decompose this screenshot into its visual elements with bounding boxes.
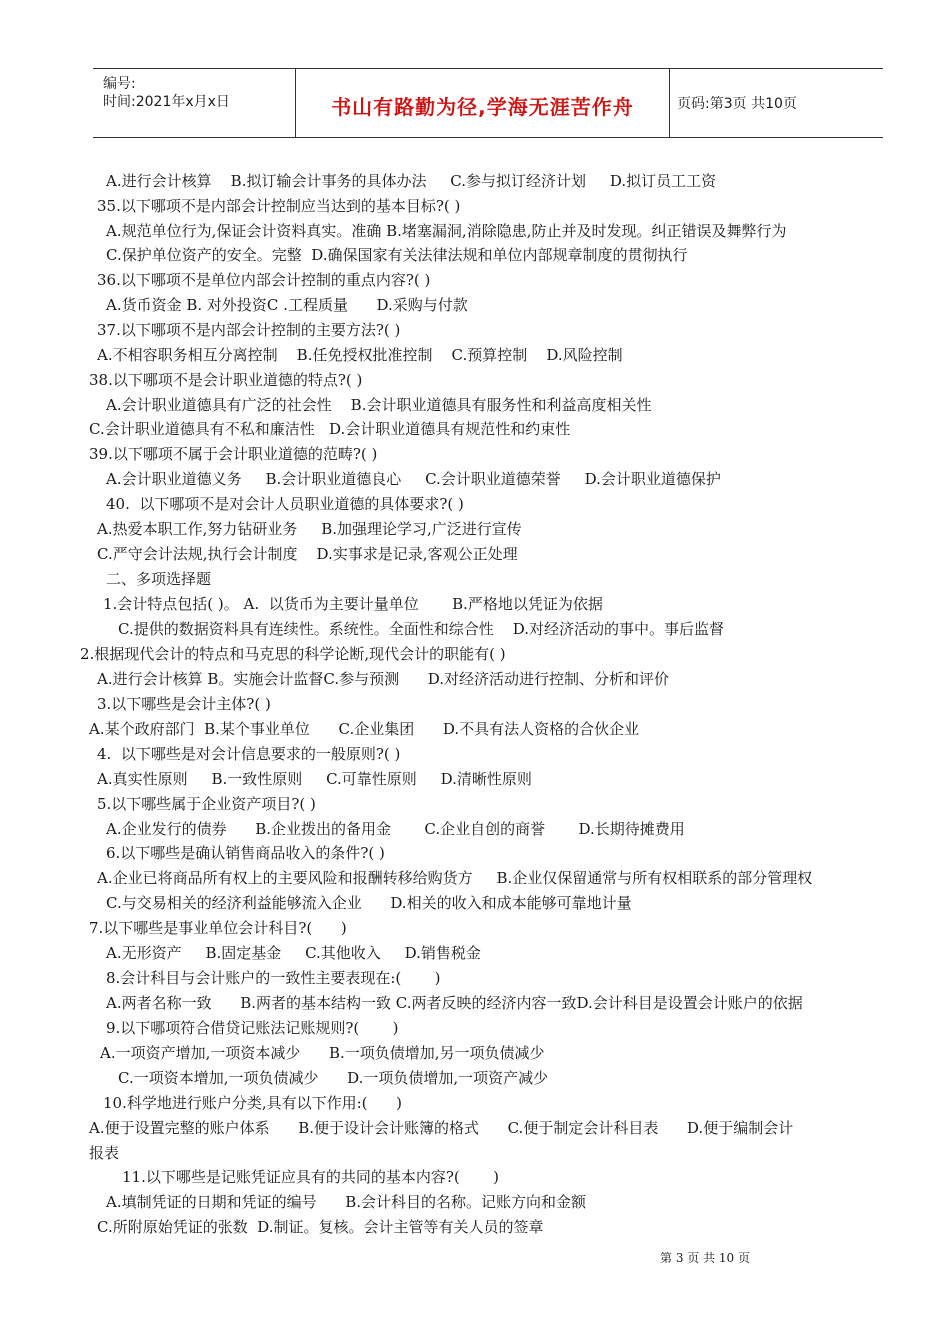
- text-line: 2.根据现代会计的特点和马克思的科学论断,现代会计的职能有( ): [80, 645, 506, 663]
- text-line: A.进行会计核算 B。实施会计监督C.参与预测 D.对经济活动进行控制、分析和评价: [97, 670, 669, 688]
- text-line: A.无形资产 B.固定基金 C.其他收入 D.销售税金: [106, 944, 481, 962]
- text-line: 报表: [89, 1144, 120, 1162]
- text-line: A.某个政府部门 B.某个事业单位 C.企业集团 D.不具有法人资格的合伙企业: [89, 720, 640, 738]
- text-line: C.一项资本增加,一项负债减少 D.一项负债增加,一项资产减少: [118, 1069, 549, 1087]
- text-line: 9.以下哪项符合借贷记账法记账规则?( ): [106, 1019, 399, 1037]
- number-label: 编号:: [103, 76, 136, 92]
- text-line: A.企业发行的债券 B.企业拨出的备用金 C.企业自创的商誉 D.长期待摊费用: [106, 820, 685, 838]
- text-line: 37.以下哪项不是内部会计控制的主要方法?( ): [97, 321, 401, 339]
- page-footer: 第 3 页 共 10 页: [660, 1251, 750, 1265]
- text-line: C.严守会计法规,执行会计制度 D.实事求是记录,客观公正处理: [97, 545, 518, 563]
- text-line: 38.以下哪项不是会计职业道德的特点?( ): [89, 371, 363, 389]
- text-line: C.与交易相关的经济利益能够流入企业 D.相关的收入和成本能够可靠地计量: [106, 894, 632, 912]
- text-line: A.一项资产增加,一项资本减少 B.一项负债增加,另一项负债减少: [100, 1044, 545, 1062]
- text-line: C.提供的数据资料具有连续性。系统性。全面性和综合性 D.对经济活动的事中。事后监督: [118, 620, 725, 638]
- page-header: [93, 68, 883, 138]
- text-line: A.货币资金 B. 对外投资C .工程质量 D.采购与付款: [106, 296, 468, 314]
- text-line: 36.以下哪项不是单位内部会计控制的重点内容?( ): [97, 271, 431, 289]
- text-line: 10.科学地进行账户分类,具有以下作用:( ): [103, 1094, 402, 1112]
- text-line: A.不相容职务相互分离控制 B.任免授权批准控制 C.预算控制 D.风险控制: [97, 346, 623, 364]
- text-line: C.会计职业道德具有不私和廉洁性 D.会计职业道德具有规范性和约束性: [89, 420, 571, 438]
- section-heading: 二、多项选择题: [106, 570, 212, 588]
- page-label: 页码:第3页 共10页: [677, 96, 797, 112]
- text-line: C.所附原始凭证的张数 D.制证。复核。会计主管等有关人员的签章: [97, 1218, 544, 1236]
- motto-text: 书山有路勤为径,学海无涯苦作舟: [331, 95, 634, 119]
- text-line: A.真实性原则 B.一致性原则 C.可靠性原则 D.清晰性原则: [97, 770, 532, 788]
- text-line: 6.以下哪些是确认销售商品收入的条件?( ): [106, 844, 385, 862]
- text-line: 8.会计科目与会计账户的一致性主要表现在:( ): [106, 969, 441, 987]
- text-line: A.填制凭证的日期和凭证的编号 B.会计科目的名称。记账方向和金额: [106, 1193, 587, 1211]
- text-line: 40. 以下哪项不是对会计人员职业道德的具体要求?( ): [106, 495, 464, 513]
- text-line: A.企业已将商品所有权上的主要风险和报酬转移给购货方 B.企业仅保留通常与所有权相联系的部分管理权: [97, 869, 813, 887]
- text-line: A.进行会计核算 B.拟订输会计事务的具体办法 C.参与拟订经济计划 D.拟订员工工资: [106, 172, 717, 190]
- text-line: 5.以下哪些属于企业资产项目?( ): [97, 795, 316, 813]
- text-line: A.规范单位行为,保证会计资料真实。准确 B.堵塞漏洞,消除隐患,防止并及时发现。纠正错误及舞弊行为: [106, 222, 787, 240]
- text-line: 4. 以下哪些是对会计信息要求的一般原则?( ): [97, 745, 401, 763]
- header-motto-cell: [295, 69, 670, 137]
- text-line: 3.以下哪些是会计主体?( ): [97, 695, 271, 713]
- text-line: A.会计职业道德义务 B.会计职业道德良心 C.会计职业道德荣誉 D.会计职业道德保护: [106, 470, 721, 488]
- text-line: C.保护单位资产的安全。完整 D.确保国家有关法律法规和单位内部规章制度的贯彻执行: [106, 246, 688, 264]
- text-line: 39.以下哪项不属于会计职业道德的范畴?( ): [89, 445, 378, 463]
- text-line: A.便于设置完整的账户体系 B.便于设计会计账簿的格式 C.便于制定会计科目表 D.便于编制会计: [89, 1119, 794, 1137]
- text-line: A.热爱本职工作,努力钻研业务 B.加强理论学习,广泛进行宣传: [97, 520, 522, 538]
- text-line: A.两者名称一致 B.两者的基本结构一致 C.两者反映的经济内容一致D.会计科目是设置会计账户的依据: [106, 994, 803, 1012]
- text-line: 7.以下哪些是事业单位会计科目?( ): [89, 919, 347, 937]
- time-label: 时间:2021年x月x日: [103, 94, 230, 110]
- text-line: 35.以下哪项不是内部会计控制应当达到的基本目标?( ): [97, 197, 461, 215]
- header-page-cell: [669, 69, 883, 137]
- text-line: 1.会计特点包括( )。 A. 以货币为主要计量单位 B.严格地以凭证为依据: [103, 595, 603, 613]
- text-line: A.会计职业道德具有广泛的社会性 B.会计职业道德具有服务性和利益高度相关性: [106, 396, 652, 414]
- text-line: 11.以下哪些是记账凭证应具有的共同的基本内容?( ): [122, 1168, 499, 1186]
- header-left-cell: [93, 69, 295, 137]
